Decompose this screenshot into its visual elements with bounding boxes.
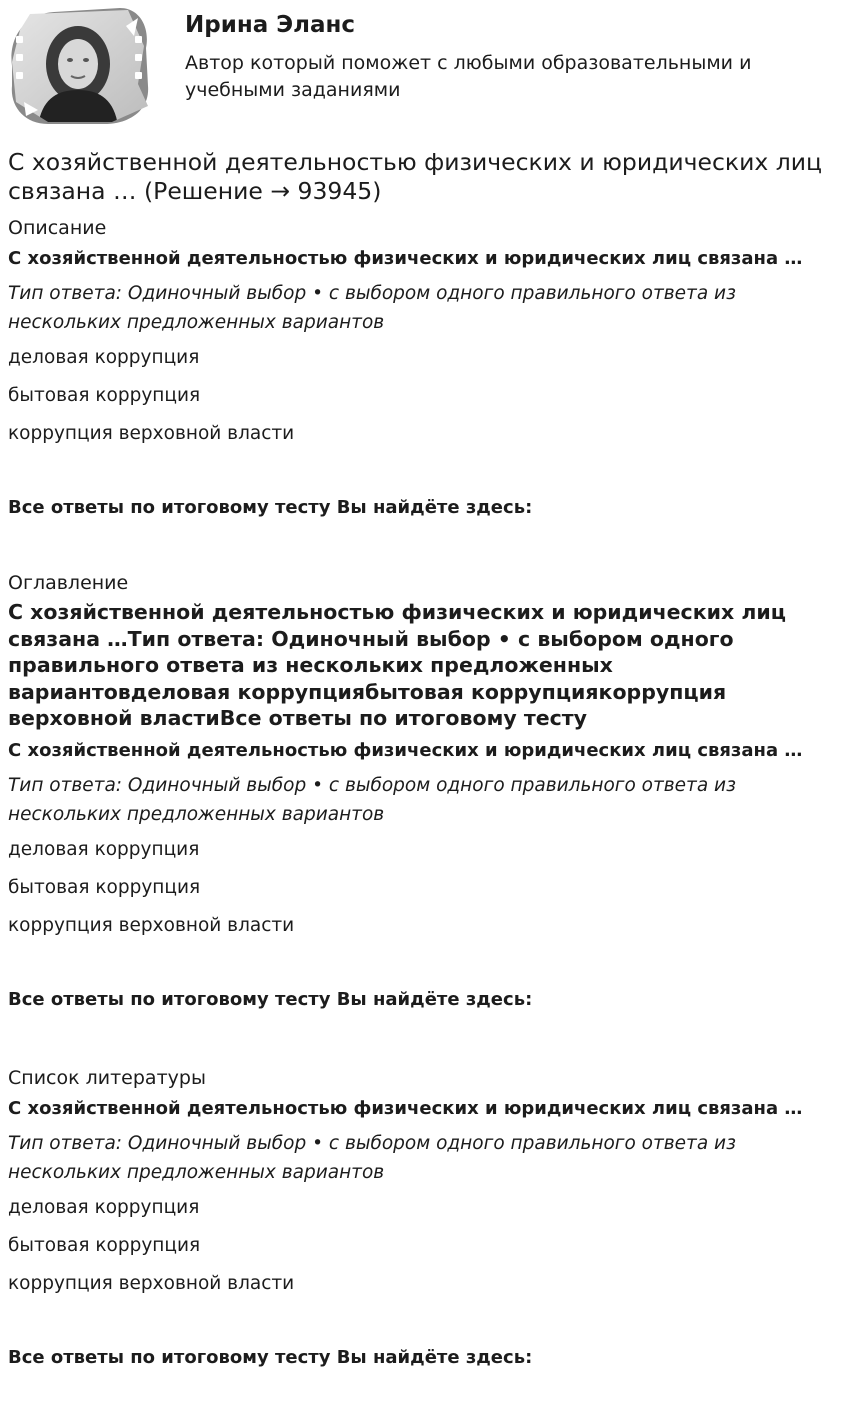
avatar-image: [8, 6, 150, 126]
option-business-corruption: деловая коррупция: [8, 838, 200, 860]
question-heading: С хозяйственной деятельностью физических и юридических лиц связана …: [8, 739, 803, 761]
answer-type: Тип ответа: Одиночный выбор • с выбором одного правильного ответа из нескольких предложенных вариантов: [8, 774, 736, 825]
option-business-corruption: деловая коррупция: [8, 1197, 200, 1218]
description-label: Описание: [8, 217, 107, 239]
all-answers-note: Все ответы по итоговому тесту Вы найдёте здесь:: [8, 497, 533, 518]
bibliography-section: [8, 1066, 840, 1370]
author-avatar[interactable]: [8, 6, 150, 126]
option-household-corruption: бытовая коррупция: [8, 876, 201, 898]
description-section: [8, 216, 840, 520]
option-household-corruption: бытовая коррупция: [8, 385, 201, 406]
author-header: [0, 0, 847, 130]
question-heading: С хозяйственной деятельностью физических и юридических лиц связана …: [8, 248, 803, 269]
page-title: С хозяйственной деятельностью физических и юридических лиц связана … (Решение → 93945): [8, 148, 823, 205]
answer-type: Тип ответа: Одиночный выбор • с выбором одного правильного ответа из нескольких предложенных вариантов: [8, 283, 736, 333]
author-description: Автор который поможет с любыми образовательными и учебными заданиями: [185, 52, 752, 101]
toc-section: [8, 571, 840, 1012]
question-heading: С хозяйственной деятельностью физических и юридических лиц связана …: [8, 1098, 803, 1119]
option-top-level-corruption: коррупция верховной власти: [8, 914, 295, 936]
toc-label: Оглавление: [8, 572, 129, 594]
all-answers-note: Все ответы по итоговому тесту Вы найдёте здесь:: [8, 988, 533, 1010]
option-business-corruption: деловая коррупция: [8, 347, 200, 368]
answer-type: Тип ответа: Одиночный выбор • с выбором одного правильного ответа из нескольких предложенных вариантов: [8, 1133, 736, 1183]
author-name[interactable]: Ирина Эланс: [185, 12, 356, 38]
option-top-level-corruption: коррупция верховной власти: [8, 1273, 295, 1294]
option-top-level-corruption: коррупция верховной власти: [8, 423, 295, 444]
toc-heading: С хозяйственной деятельностью физических и юридических лиц связана …Тип ответа: Одиночный выбор • с выбором одного правильного ответа из нескольких предложенных вариантовделовая коррупциябытовая коррупциякоррупция верховной властиВсе ответы по итоговому тесту: [8, 600, 786, 730]
bibliography-label: Список литературы: [8, 1067, 206, 1089]
all-answers-note: Все ответы по итоговому тесту Вы найдёте здесь:: [8, 1347, 533, 1368]
option-household-corruption: бытовая коррупция: [8, 1235, 201, 1256]
